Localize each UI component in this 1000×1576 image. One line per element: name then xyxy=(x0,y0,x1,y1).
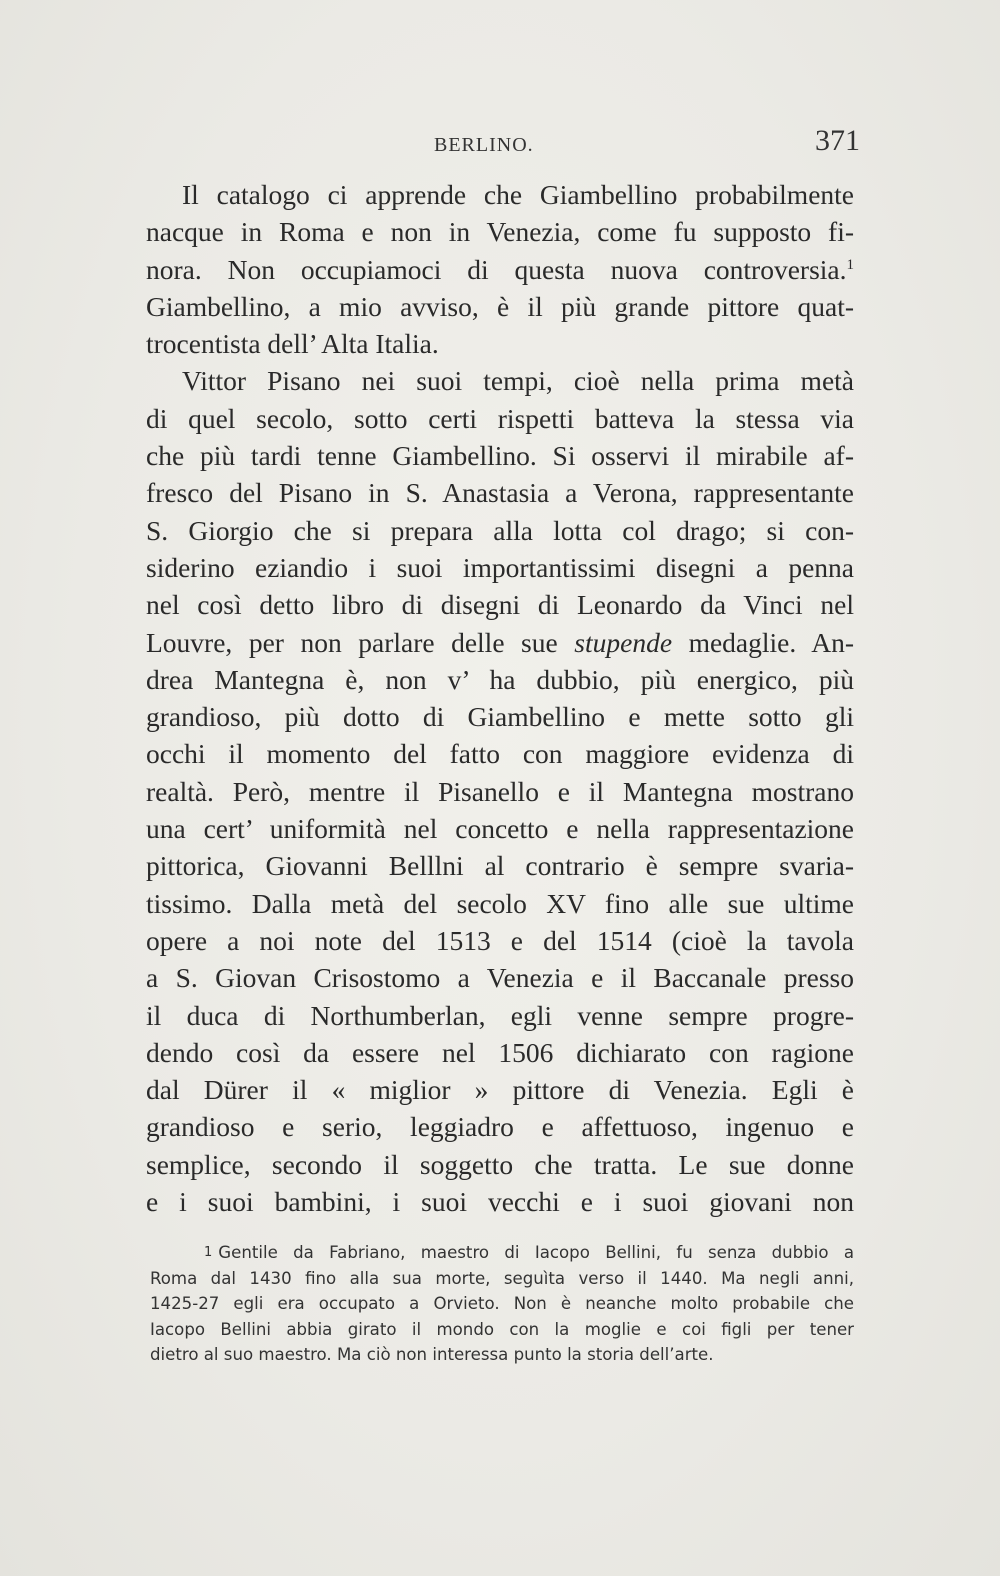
text-line: siderino eziandio i suoi importantissimi disegni a penna xyxy=(146,551,854,583)
text-line: tissimo. Dalla metà del secolo XV fino alle sue ultime xyxy=(146,887,854,919)
main-text xyxy=(146,176,854,1220)
text-line: Vittor Pisano nei suoi tempi, cioè nella prima metà xyxy=(182,365,854,397)
text-line-with-italic xyxy=(146,624,854,661)
footnote-line: 1425-27 egli era occupato a Orvieto. Non è neanche molto probabile che xyxy=(150,1294,854,1313)
text-line: grandioso, più dotto di Giambellino e mette sotto gli xyxy=(146,701,854,733)
text-line: pittorica, Giovanni Belllni al contrario è sempre svaria- xyxy=(146,850,854,882)
text-line-end: medaglie. An- xyxy=(688,626,855,658)
text-line: semplice, secondo il soggetto che tratta. Le sue donne xyxy=(146,1148,854,1180)
text-line: Il catalogo ci apprende che Giambellino probabilmente xyxy=(182,179,854,210)
footnote-section xyxy=(150,1240,854,1368)
footnote-line-text: Gentile da Fabriano, maestro di Iacopo Bellini, fu senza dubbio a xyxy=(218,1243,854,1262)
text-line: fresco del Pisano in S. Anastasia a Verona, rappresentante xyxy=(146,477,854,509)
text-line: che più tardi tenne Giambellino. Si osservi il mirabile af- xyxy=(146,440,854,472)
footnote-number: 1 xyxy=(204,1245,213,1260)
text-line: grandioso e serio, leggiadro e affettuoso, ingenuo e xyxy=(146,1111,854,1143)
text-line: dendo così da essere nel 1506 dichiarato con ragione xyxy=(146,1036,854,1068)
footnote-line: dietro al suo maestro. Ma ciò non interessa punto la storia dell’arte. xyxy=(150,1345,714,1364)
text-line: Giambellino, a mio avviso, è il più grande pittore quat- xyxy=(146,290,854,322)
text-line: S. Giorgio che si prepara alla lotta col drago; si con- xyxy=(146,514,854,546)
text-line-content: nora. Non occupiamoci di questa nuova controversia. xyxy=(146,253,847,285)
text-line: a S. Giovan Crisostomo a Venezia e il Baccanale presso xyxy=(146,962,854,994)
text-line: nacque in Roma e non in Venezia, come fu supposto fi- xyxy=(146,216,854,248)
footnote-line xyxy=(150,1240,854,1266)
text-line: e i suoi bambini, i suoi vecchi e i suoi giovani non xyxy=(146,1186,854,1218)
page-number: 371 xyxy=(815,124,860,157)
text-line: trocentista dell’ Alta Italia. xyxy=(146,328,439,360)
text-line: opere a noi note del 1513 e del 1514 (cioè la tavola xyxy=(146,924,854,956)
text-line: nel così detto libro di disegni di Leonardo da Vinci nel xyxy=(146,589,854,621)
text-line: di quel secolo, sotto certi rispetti batteva la stessa via xyxy=(146,402,854,434)
running-title: BERLINO. xyxy=(434,134,534,156)
italic-word: stupende xyxy=(574,626,673,658)
text-line-start: Louvre, per non parlare delle sue xyxy=(146,626,558,658)
text-line: una cert’ uniformità nel concetto e nella rappresentazione xyxy=(146,813,854,845)
footnote-reference: 1 xyxy=(846,256,854,273)
text-line: realtà. Però, mentre il Pisanello e il Mantegna mostrano xyxy=(146,775,854,807)
running-head xyxy=(140,124,860,168)
footnote-line: Iacopo Bellini abbia girato il mondo con la moglie e coi figli per tener xyxy=(150,1319,854,1339)
text-line: occhi il momento del fatto con maggiore evidenza di xyxy=(146,738,854,770)
text-line: drea Mantegna è, non v’ ha dubbio, più energico, più xyxy=(146,663,854,695)
text-line: il duca di Northumberlan, egli venne sempre progre- xyxy=(146,999,854,1031)
footnote-line: Roma dal 1430 fino alla sua morte, seguìta verso il 1440. Ma negli anni, xyxy=(150,1268,854,1288)
text-line-with-footnote-ref xyxy=(146,251,854,288)
text-line: dal Dürer il « miglior » pittore di Venezia. Egli è xyxy=(146,1074,854,1106)
